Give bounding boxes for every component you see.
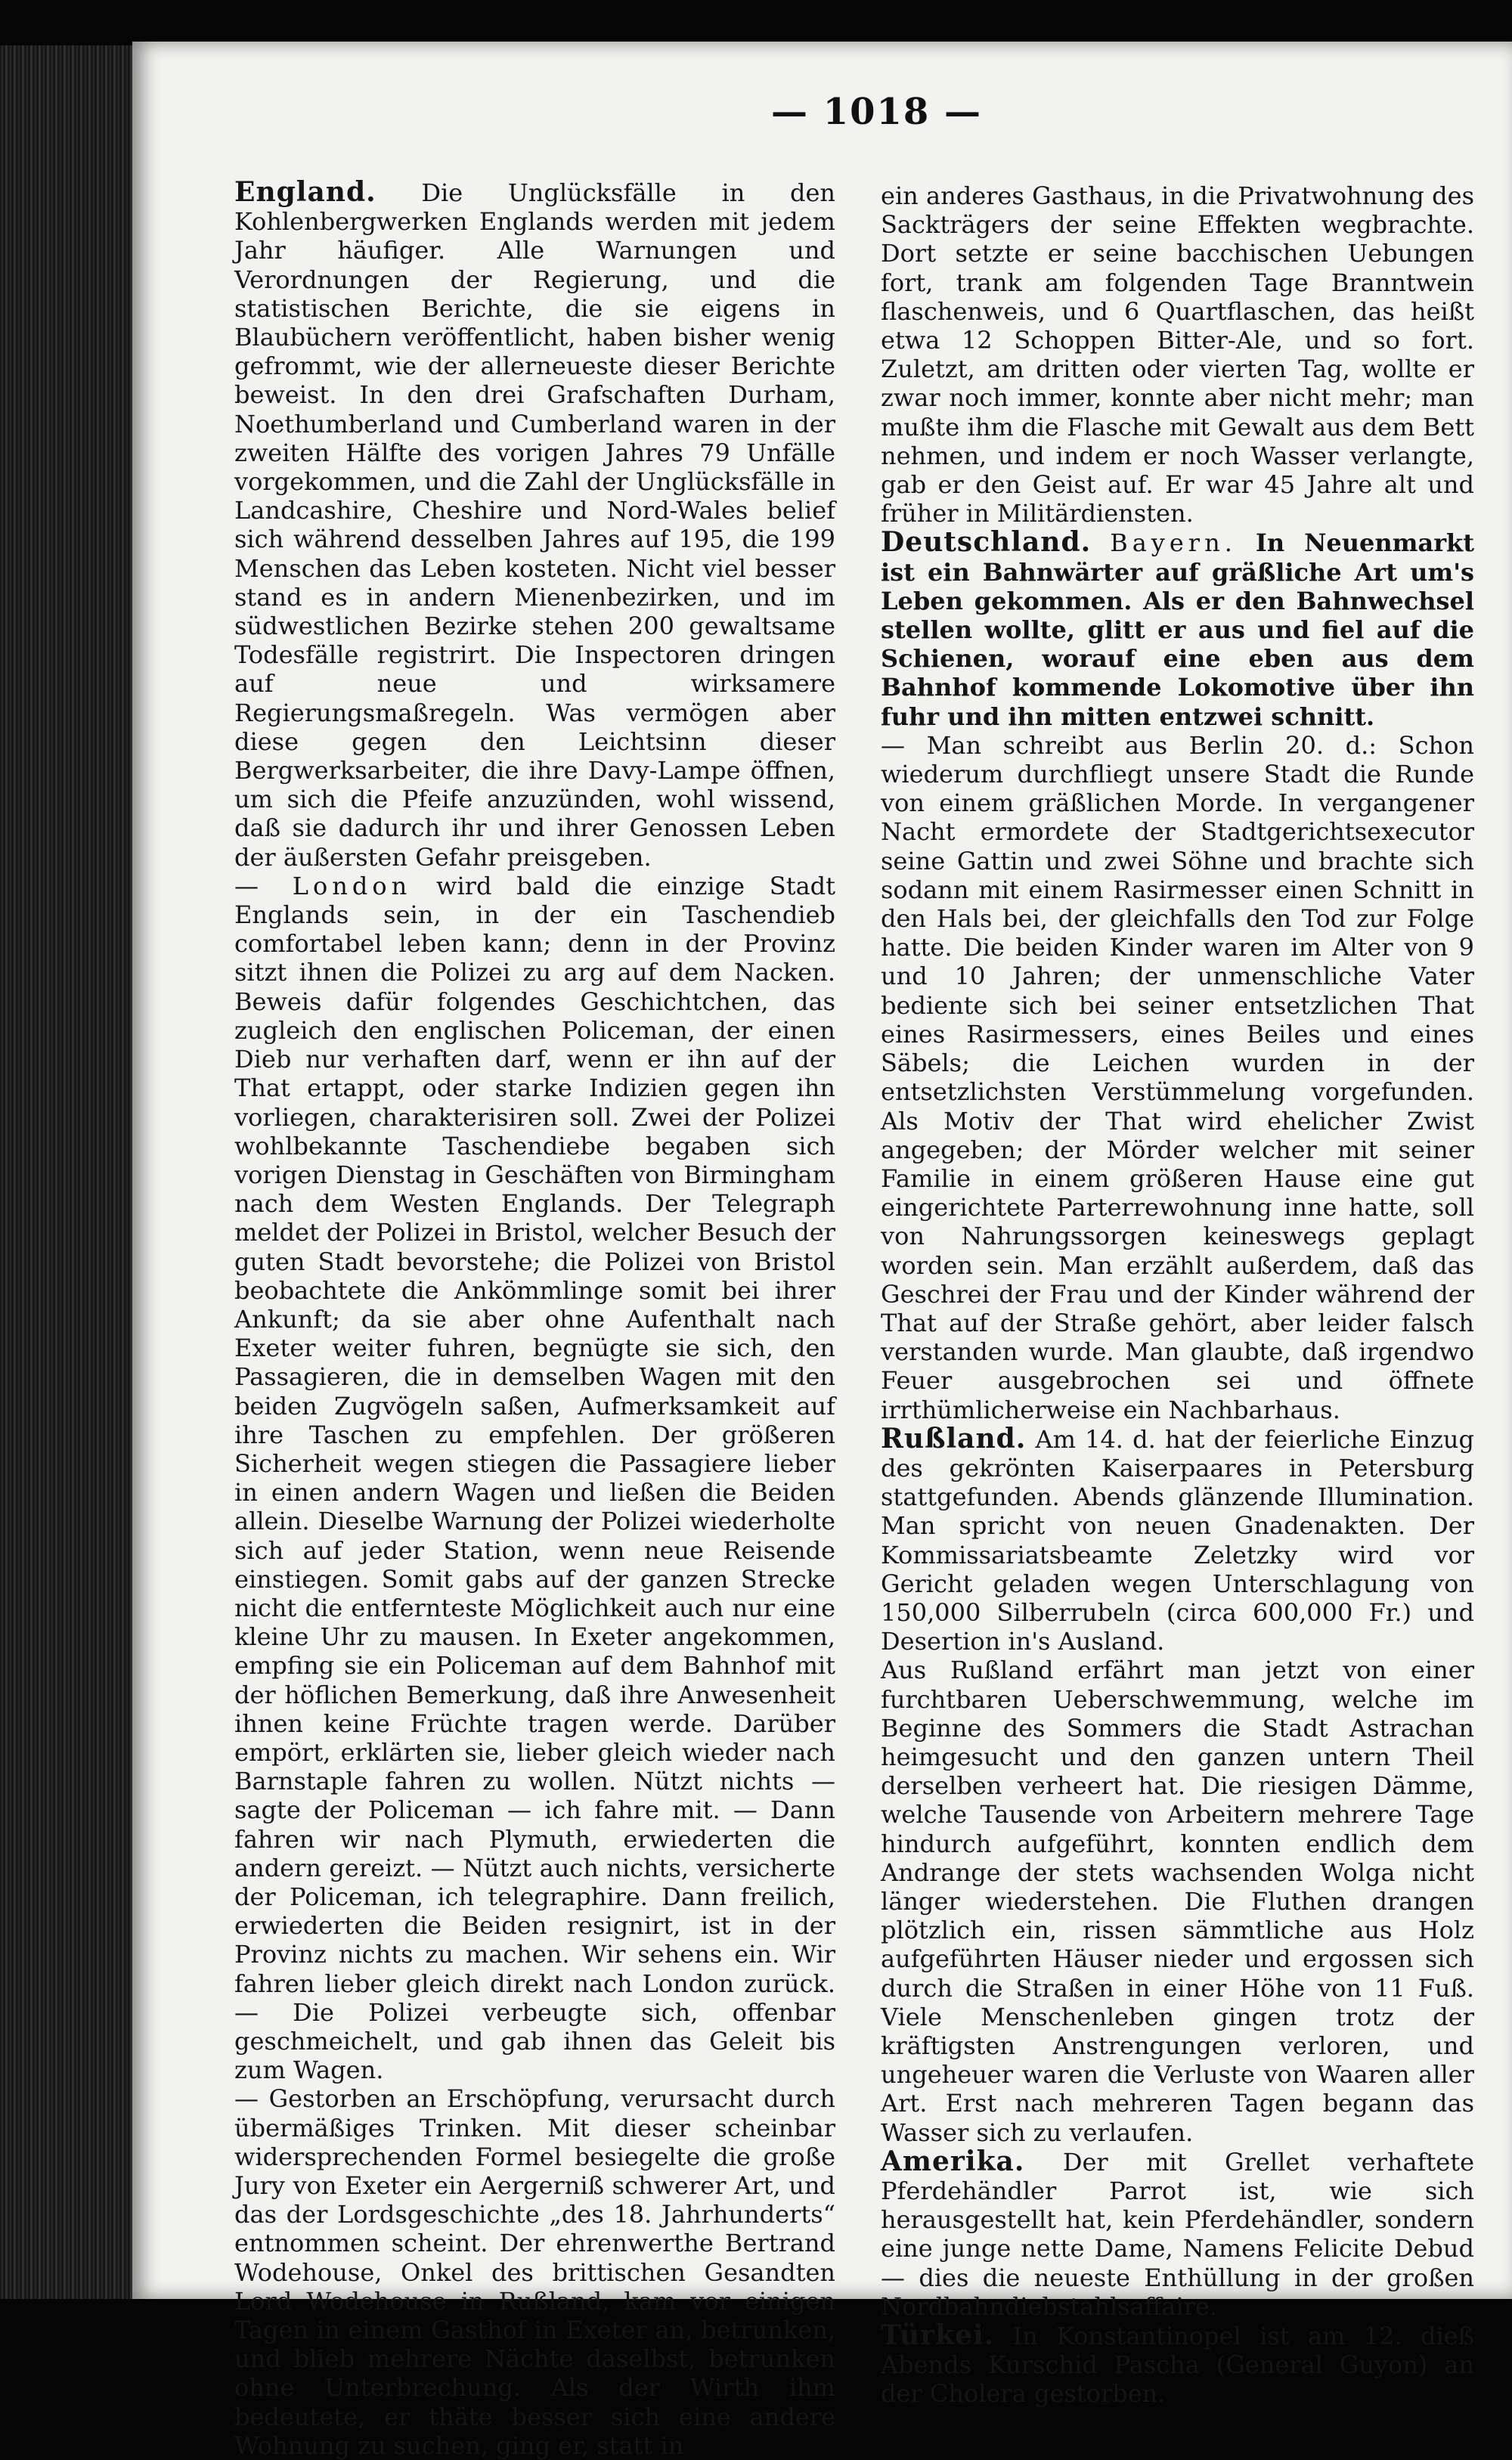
article-deutschland (881, 528, 1474, 730)
article-astrachan (881, 1656, 1474, 2146)
article-text: Die Unglücksfälle in den Kohlenbergwerken Englands werden mit jedem Jahr häufiger. Alle Warnungen und Verordnungen der Regierung, und die statistischen Berichte, die sie eigens in Blaubüchern veröffentlicht, haben bisher wenig gefrommt, wie der allerneueste dieser Berichte beweist. In den drei Grafschaften Durham, Noethumberland und Cumberland waren in der zweiten Hälfte des vorigen Jahres 79 Unfälle vorgekommen, und die Zahl der Unglücksfälle in Landcashire, Cheshire und Nord-Wales belief sich während desselben Jahres auf 195, die 199 Menschen das Leben kosteten. Nicht viel besser stand es in andern Mienenbezirken, und im südwestlichen Bezirke stehen 200 gewaltsame Todesfälle registrirt. Die Inspectoren dringen auf neue und wirksamere Regierungsmaßregeln. Was vermögen aber diese gegen den Leichtsinn dieser Bergwerksarbeiter, die ihre Davy-Lampe öffnen, um sich die Pfeife anzuzünden, wohl wissend, daß sie dadurch ihr und ihrer Genossen Leben der äußersten Gefahr preisgeben. (234, 178, 836, 872)
article-text: an Erschöpfung, verursacht durch übermäßiges Trinken. Mit dieser scheinbar widersprechenden Formel besiegelte die große Jury von Exeter ein Aergerniß schwerer Art, und das der Lordsgeschichte „des 18. Jahrhunderts“ entnommen scheint. Der ehrenwerthe Bertrand Wodehouse, Onkel des brittischen Gesandten Lord Wodehouse in Rußland, kam vor einigen Tagen in einem Gasthof in Exeter an, betrunken, und blieb mehrere Nächte daselbst, betrunken ohne Unterbrechung. Als der Wirth ihm bedeutete, er thäte besser sich eine andere Wohnung zu suchen, ging er, statt in (234, 2084, 836, 2460)
article-text: Aus Rußland erfährt man jetzt von einer furchtbaren Ueberschwemmung, welche im Beginne des Sommers die Stadt Astrachan heimgesucht und den ganzen untern Theil derselben verheert hat. Die riesigen Dämme, welche Tausende von Arbeitern mehrere Tage hindurch aufgeführt, konnten endlich dem Andrange der stets wachsenden Wolga nicht länger wiederstehen. Die Fluthen drangen plötzlich ein, rissen sämmtliche aus Holz aufgeführten Häuser nieder und ergossen sich durch die Straßen in einer Höhe von 11 Fuß. Viele Menschenleben gingen trotz der kräftigsten Anstrengungen verloren, und ungeheuer waren die Verluste von Waaren aller Art. Erst nach mehreren Tagen begann das Wasser sich zu verlaufen. (881, 1656, 1474, 2147)
article-berlin (881, 731, 1474, 1424)
article-heading: Amerika. (881, 2145, 1025, 2177)
article-heading: Türkei. (881, 2319, 995, 2352)
left-column (234, 178, 835, 2460)
article-text: In Konstantinopel ist am 12. dieß Abends Kurschid Pascha (General Guyon) an der Cholera gestorben. (881, 2322, 1474, 2409)
article-tuerkei (881, 2321, 1474, 2409)
article-text: ein anderes Gasthaus, in die Privatwohnung des Sackträgers der seine Effekten wegbrachte. Dort setzte er seine bacchischen Uebungen fort, trank am folgenden Tage Branntwein flaschenweis, und 6 Quartflaschen, das heißt etwa 12 Schoppen Bitter-Ale, und so fort. Zuletzt, am dritten oder vierten Tag, wollte er zwar noch immer, konnte aber nicht mehr; man mußte ihm die Flasche mit Gewalt aus dem Bett nehmen, und indem er noch Wasser verlangte, gab er den Geist auf. Er war 45 Jahre alt und früher in Militärdiensten. (881, 181, 1474, 528)
book-spine-edge (0, 45, 132, 2299)
article-heading: Deutschland. (881, 526, 1092, 559)
article-russland (881, 1424, 1474, 1656)
article-lead: — Gestorben (234, 2084, 396, 2114)
article-lead: Bayern. (1110, 528, 1237, 558)
right-column (881, 181, 1474, 2409)
page-number: — 1018 — (771, 91, 983, 133)
article-text: In Neuenmarkt ist ein Bahnwärter auf gräßliche Art um's Leben gekommen. Als er den Bahnwechsel stellen wollte, glitt er aus und fiel auf die Schienen, worauf eine eben aus dem Bahnhof kommende Lokomotive über ihn fuhr und ihn mitten entzwei schnitt. (881, 528, 1475, 731)
article-heading: England. (234, 176, 376, 208)
article-continuation (881, 181, 1474, 528)
article-text: — Man schreibt aus Berlin 20. d.: Schon wiederum durchfliegt unsere Stadt die Runde von einem gräßlichen Morde. In vergangener Nacht ermordete der Stadtgerichtsexecutor seine Gattin und zwei Söhne und brachte sich sodann mit einem Rasirmesser einen Schnitt in den Hals bei, der gleichfalls den Tod zur Folge hatte. Die beiden Kinder waren im Alter von 9 und 10 Jahren; der unmenschliche Vater bediente sich bei seiner entsetzlichen That eines Rasirmessers, eines Beiles und eines Säbels; die Leichen wurden in der entsetzlichsten Verstümmelung vorgefunden. Als Motiv der That wird ehelicher Zwist angegeben; der Mörder welcher mit seiner Familie in einem größeren Hause eine gut eingerichtete Parterrewohnung inne hatte, soll von Nahrungssorgen keineswegs geplagt worden sein. Man erzählt außerdem, daß das Geschrei der Frau und der Kinder während der That auf der Straße gehört, aber leider falsch verstanden wurde. Man glaubte, daß irgendwo Feuer ausgebrochen sei und öffnete irrthümlicherweise ein Nachbarhaus. (881, 730, 1474, 1424)
article-england (234, 178, 835, 872)
article-text: wird bald die einzige Stadt Englands sein, in der ein Taschendieb comfortabel leben kann; denn in der Provinz sitzt ihnen die Polizei zu arg auf dem Nacken. Beweis dafür folgendes Geschichtchen, das zugleich den englischen Policeman, der einen Dieb nur verhaften darf, wenn er ihn auf der That ertappt, oder starke Indizien gegen ihn vorliegen, charakterisiren soll. Zwei der Polizei wohlbekannte Taschendiebe begaben sich vorigen Dienstag in Geschäften von Birmingham nach dem Westen Englands. Der Telegraph meldet der Polizei in Bristol, welcher Besuch der guten Stadt bevorstehe; die Polizei von Bristol beobachtete die Ankömmlinge somit bei ihrer Ankunft; da sie aber ohne Aufenthalt nach Exeter weiter fuhren, begnügte sie sich, den Passagieren, die in demselben Wagen mit den beiden Zugvögeln saßen, Aufmerksamkeit auf ihre Taschen zu empfehlen. Der größeren Sicherheit wegen stiegen die Passagiere lieber in einen andern Wagen und ließen die Beiden allein. Dieselbe Warnung der Polizei wiederholte sich auf jeder Station, wenn neue Reisende einstiegen. Somit gabs auf der ganzen Strecke nicht die entfernteste Möglichkeit auch nur eine kleine Uhr zu mausen. In Exeter angekommen, empfing sie ein Policeman auf dem Bahnhof mit der höflichen Bemerkung, daß ihre Anwesenheit ihnen keine Früchte tragen werde. Darüber empört, erklärten sie, lieber gleich wieder nach Barnstaple fahren zu wollen. Nützt nichts — sagte der Policeman — ich fahre mit. — Dann fahren wir nach Plymuth, erwiederten die andern gereizt. — Nützt auch nichts, versicherte der Policeman, ich telegraphire. Dann freilich, erwiederten die Beiden resignirt, ist in der Provinz nichts zu machen. Wir sehens ein. Wir fahren lieber gleich direkt nach London zurück. — Die Polizei verbeugte sich, offenbar geschmeichelt, und gab ihnen das Geleit bis zum Wagen. (234, 871, 836, 2085)
article-heading: Rußland. (881, 1422, 1027, 1455)
article-text: Am 14. d. hat der feierliche Einzug des gekrönten Kaiserpaares in Petersburg stattgefunden. Abends glänzende Illumination. Man spricht von neuen Gnadenakten. Der Kommissariatsbeamte Zeletzky wird vor Gericht geladen wegen Unterschlagung von 150,000 Silberrubeln (circa 600,000 Fr.) und Desertion in's Ausland. (881, 1424, 1475, 1656)
article-lead: — London (234, 871, 412, 900)
article-text: Der mit Grellet verhaftete Pferdehändler Parrot ist, wie sich herausgestellt hat, kein Pferdehändler, sondern eine junge nette Dame, Namens Felicite Debud — dies die neueste Enthüllung in der großen Nordbahndiebstahlsaffaire. (881, 2147, 1475, 2321)
article-london (234, 872, 835, 2085)
article-gestorben (234, 2084, 835, 2460)
article-amerika (881, 2147, 1474, 2321)
